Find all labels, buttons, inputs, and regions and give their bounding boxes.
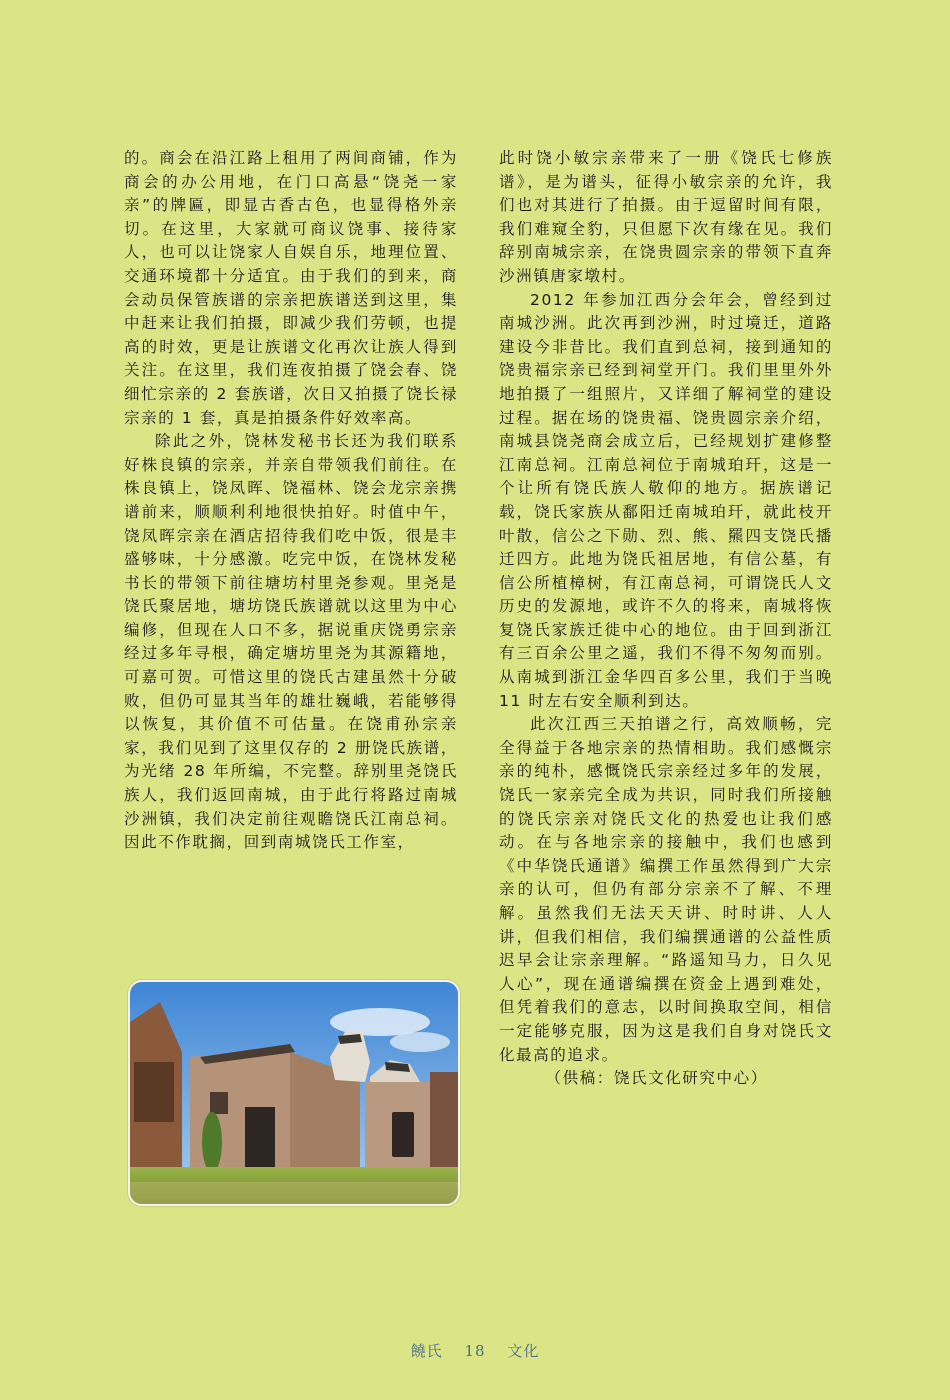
ancestral-house-photo bbox=[128, 980, 460, 1206]
page-number: 18 bbox=[464, 1342, 486, 1360]
left-column bbox=[124, 147, 458, 855]
left-paragraph-2: 除此之外，饶林发秘书长还为我们联系好株良镇的宗亲，并亲自带领我们前往。在株良镇上，饶凤晖、饶福林、饶会龙宗亲携谱前来，顺顺利利地很快拍好。时值中午，饶凤晖宗亲在酒店招待我们吃中饭，很是丰盛够味，十分感激。吃完中饭，在饶林发秘书长的带领下前往塘坊村里尧参观。里尧是饶氏聚居地，塘坊饶氏族谱就以这里为中心编修，但现在人口不多，据说重庆饶勇宗亲经过多年寻根，确定塘坊里尧为其源籍地，可嘉可贺。可惜这里的饶氏古建虽然十分破败，但仍可显其当年的雄壮巍峨，若能够得以恢复，其价值不可估量。在饶甫孙宗亲家，我们见到了这里仅存的 2 册饶氏族谱，为光绪 28 年所编，不完整。辞别里尧饶氏族人，我们返回南城，由于此行将路过南城沙洲镇，我们决定前往观瞻饶氏江南总祠。因此不作耽搁，回到南城饶氏工作室， bbox=[124, 432, 458, 852]
right-paragraph-3: 此次江西三天拍谱之行，高效顺畅，完全得益于各地宗亲的热情相助。我们感慨宗亲的纯朴，感慨饶氏宗亲经过多年的发展，饶氏一家亲完全成为共识，同时我们所接触的饶氏宗亲对饶氏文化的热爱也让我们感动。在与各地宗亲的接触中，我们也感到《中华饶氏通谱》编撰工作虽然得到广大宗亲的认可，但仍有部分宗亲不了解、不理解。虽然我们无法天天讲、时时讲、人人讲，但我们相信，我们编撰通谱的公益性质迟早会让宗亲理解。“路遥知马力，日久见人心”，现在通谱编撰在资金上遇到难处，但凭着我们的意志，以时间换取空间，相信一定能够克服，因为这是我们自身对饶氏文化最高的追求。 bbox=[499, 715, 833, 1064]
right-paragraph-1: 此时饶小敏宗亲带来了一册《饶氏七修族谱》，是为谱头，征得小敏宗亲的允许，我们也对其进行了拍摄。由于逗留时间有限，我们难窥全豹，只但愿下次有缘在见。我们辞别南城宗亲，在饶贵圆宗亲的带领下直奔沙洲镇唐家墩村。 bbox=[499, 149, 833, 285]
right-column bbox=[499, 147, 833, 1091]
footer-magazine-name-right: 文化 bbox=[507, 1342, 540, 1360]
footer-magazine-name-left: 饒氏 bbox=[410, 1342, 443, 1360]
article-credit: （供稿：饶氏文化研究中心） bbox=[545, 1069, 768, 1088]
left-paragraph-1: 的。商会在沿江路上租用了两间商铺，作为商会的办公用地，在门口高悬“饶尧一家亲”的牌匾，即显古香古色，也显得格外亲切。在这里，大家就可商议饶事、接待家人，也可以让饶家人自娱自乐，地理位置、交通环境都十分适宜。由于我们的到来，商会动员保管族谱的宗亲把族谱送到这里，集中赶来让我们拍摄，即减少我们劳顿，也提高的时效，更是让族谱文化再次让族人得到关注。在这里，我们连夜拍摄了饶会春、饶细忙宗亲的 2 套族谱，次日又拍摄了饶长禄宗亲的 1 套，真是拍摄条件好效率高。 bbox=[124, 149, 458, 427]
page-footer bbox=[0, 1340, 950, 1361]
right-paragraph-2: 2012 年参加江西分会年会，曾经到过南城沙洲。此次再到沙洲，时过境迁，道路建设今非昔比。我们直到总祠，接到通知的饶贵福宗亲已经到祠堂开门。我们里里外外地拍摄了一组照片，又详细了解祠堂的建设过程。据在场的饶贵福、饶贵圆宗亲介绍，南城县饶尧商会成立后，已经规划扩建修整江南总祠。江南总祠位于南城珀玕，这是一个让所有饶氏族人敬仰的地方。据族谱记载，饶氏家族从鄱阳迁南城珀玕，就此枝开叶散，信公之下勋、烈、熊、羆四支饶氏播迁四方。此地为饶氏祖居地，有信公墓，有信公所植樟树，有江南总祠，可谓饶氏人文历史的发源地，或许不久的将来，南城将恢复饶氏家族迁徙中心的地位。由于回到浙江有三百余公里之遥，我们不得不匆匆而别。从南城到浙江金华四百多公里，我们于当晚 11 时左右安全顺利到达。 bbox=[499, 290, 833, 710]
